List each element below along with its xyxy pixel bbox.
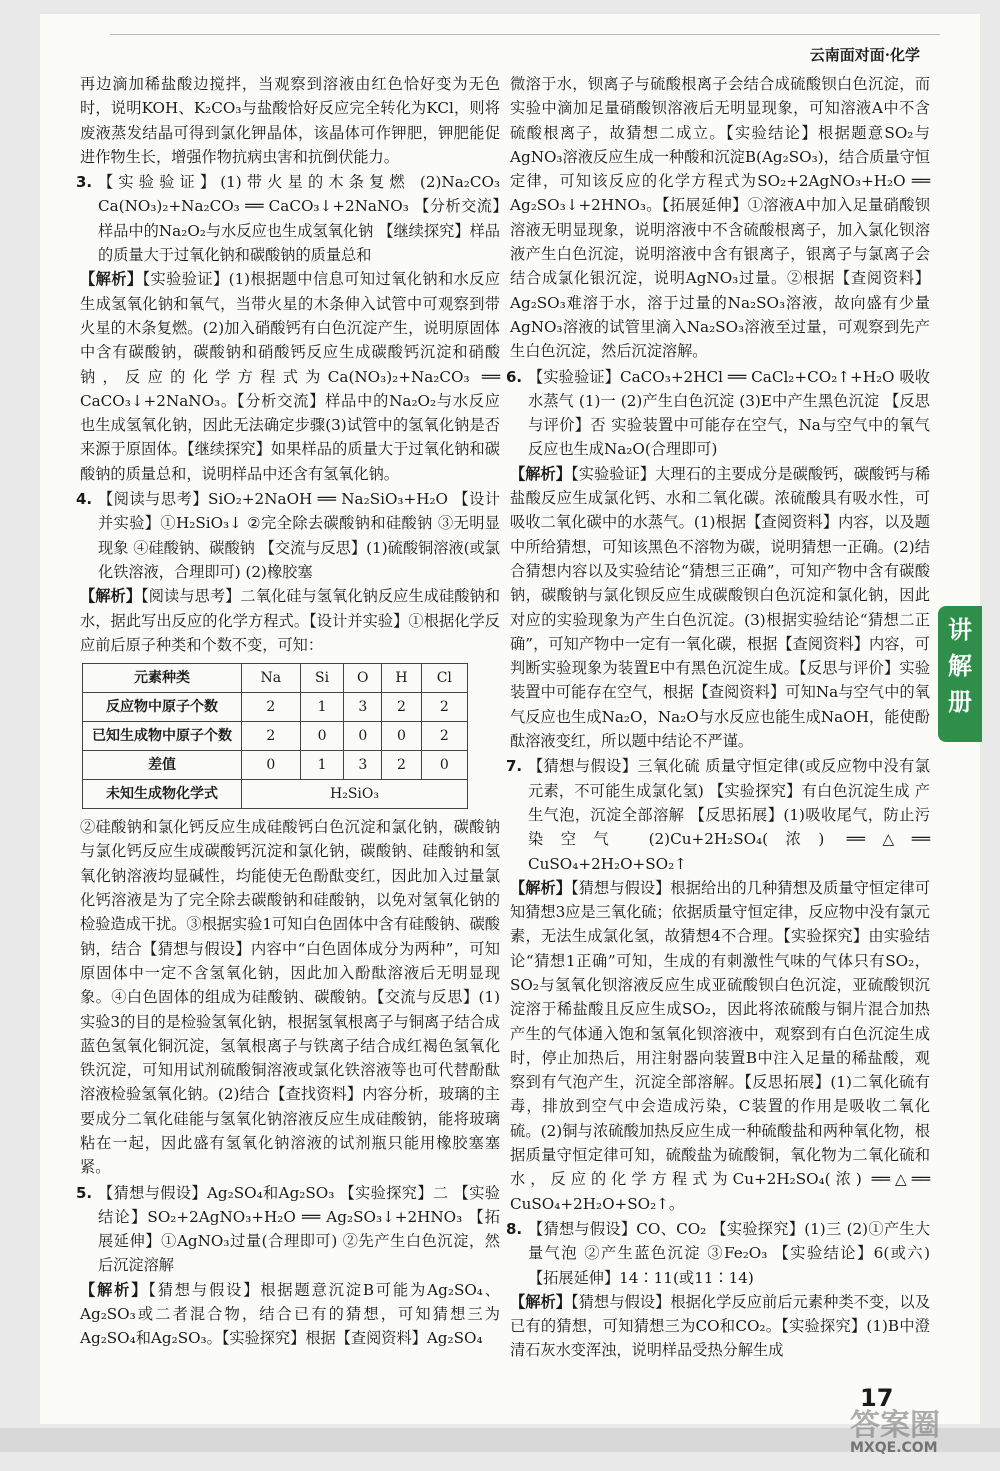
analysis-text: ②硅酸钠和氯化钙反应生成硅酸钙白色沉淀和氯化钠，碳酸钠与氯化钙反应生成碳酸钙沉淀和氯化钠，碳酸钠、硅酸钠和氢氧化钠溶液均显碱性，均能使无色酚酞变红，因此加入过量氯化钙溶液是为了完全除去碳酸钠和硅酸钠，以免对氢氧化钠的检验造成干扰。③根据实验1可知白色固体中含有硅酸钠、碳酸钠，结合【猜想与假设】内容中“白色固体成分为两种”，可知原固体中一定不含氢氧化钠，因此加入酚酞溶液后无明显现象。④白色固体的组成为硅酸钠、碳酸钠。【交流与反思】(1)实验3的目的是检验氢氧化钠，根据氢氧根离子与铜离子结合成蓝色氢氧化铜沉淀，氢氧根离子与铁离子结合成红褐色氢氧化铁沉淀，可知用试剂硫酸铜溶液或氯化铁溶液等也可代替酚酞溶液检验氢氧化钠。(2)结合【查找资料】内容分析，玻璃的主要成分二氧化硅能与氢氧化钠溶液反应生成硅酸钠，能将玻璃粘在一起，因此盛有氢氧化钠溶液的试剂瓶只能用橡胶塞塞紧。 bbox=[80, 818, 500, 1177]
question-8 bbox=[506, 1217, 930, 1290]
table-cell: 0 bbox=[344, 722, 382, 751]
table-cell: 未知生成物化学式 bbox=[83, 780, 242, 809]
table-cell: 1 bbox=[300, 693, 344, 722]
analysis-text: 【猜想与假设】根据给出的几种猜想及质量守恒定律可知猜想3应是三氧化硫；依据质量守恒定律，反应物中没有氯元素，无法生成氯化氢，故猜想4不合理。【实验探究】由实验结论“猜想1正确”可知，生成的有刺激性气味的气体只有SO₂，SO₂与氢氧化钡溶液反应生成亚硫酸钡白色沉淀，亚硫酸钡沉淀溶于稀盐酸且反应生成SO₂，因此将浓硫酸与铜片混合加热产生的气体通入饱和氢氧化钡溶液中，观察到有白色沉淀生成时，停止加热后，用注射器向装置B中注入足量的稀盐酸，观察到有气泡产生，沉淀全部溶解。【反思拓展】(1)二氧化硫有毒，排放到空气中会造成污染，C装置的作用是吸收二氧化硫。(2)铜与浓硫酸加热反应生成一种硫酸盐和两种氧化物，根据质量守恒定律可知，硫酸盐为硫酸铜，氧化物为二氧化硫和水，反应的化学方程式为Cu+2H₂SO₄(浓) ══△══ CuSO₄+2H₂O+SO₂↑。 bbox=[510, 878, 931, 1213]
page-number: 17 bbox=[860, 1384, 894, 1412]
question-number: 6. bbox=[506, 367, 523, 386]
question-4 bbox=[76, 487, 500, 584]
answer-text: 【猜想与假设】三氧化硫 质量守恒定律(或反应物中没有氯元素，不可能生成氯化氢) 【实验探究】有白色沉淀生成 产生气泡，沉淀全部溶解 【反思拓展】(1)吸收尾气，防止污染空气 (2)Cu+2H₂SO₄(浓) ══△══ CuSO₄+2H₂O+SO₂↑ bbox=[528, 757, 930, 873]
table-cell: 2 bbox=[421, 693, 467, 722]
section-tab bbox=[938, 606, 982, 742]
question-6 bbox=[506, 365, 930, 462]
table-header-cell: Na bbox=[242, 664, 301, 693]
table-cell: H₂SiO₃ bbox=[242, 780, 468, 809]
question-number: 3. bbox=[76, 173, 93, 192]
analysis-label: 【解析】 bbox=[80, 1280, 149, 1299]
table-header-cell: H bbox=[382, 664, 421, 693]
answer-text: 【猜想与假设】Ag₂SO₄和Ag₂SO₃ 【实验探究】二 【实验结论】SO₂+2AgNO₃+H₂O ══ Ag₂SO₃↓+2HNO₃ 【拓展延伸】①AgNO₃过量(合理即可) ②先产生白色沉淀，然后沉淀溶解 bbox=[98, 1183, 500, 1275]
table-cell: 差值 bbox=[83, 751, 242, 780]
question-7 bbox=[506, 754, 930, 875]
table-header-cell: Cl bbox=[421, 664, 467, 693]
table-cell: 2 bbox=[242, 693, 301, 722]
analysis-label: 【解析】 bbox=[80, 270, 143, 289]
analysis-text: 【猜想与假设】根据化学反应前后元素种类不变，以及已有的猜想，可知猜想三为CO和CO₂。【实验探究】(1)B中澄清石灰水变浑浊，说明样品受热分解生成 bbox=[510, 1292, 931, 1360]
table-cell: 2 bbox=[242, 722, 301, 751]
analysis-text: 【实验验证】(1)根据题中信息可知过氧化钠和水反应生成氢氧化钠和氧气，当带火星的木条伸入试管中可观察到带火星的木条复燃。(2)加入硝酸钙有白色沉淀产生，说明原固体中含有碳酸钠，碳酸钠和硝酸钙反应生成碳酸钙沉淀和硝酸钠，反应的化学方程式为Ca(NO₃)₂+Na₂CO₃ ══ CaCO₃↓+2NaNO₃。【分析交流】样品中的Na₂O₂与水反应也生成氢氧化钠，因此无法确定步骤(3)试管中的氢氧化钠是否来源于原固体。【继续探究】如果样品的质量大于过氧化钠和碳酸钠的质量总和，说明样品中还含有氢氧化钠。 bbox=[80, 270, 501, 483]
table-cell: 反应物中原子个数 bbox=[83, 693, 242, 722]
question-3 bbox=[76, 170, 500, 267]
question-5 bbox=[76, 1181, 500, 1278]
table-header-cell: 元素种类 bbox=[83, 664, 242, 693]
analysis-label: 【解析】 bbox=[510, 464, 572, 483]
page-header: 云南面对面·化学 bbox=[809, 46, 920, 64]
answer-text: 【实验验证】(1)带火星的木条复燃 (2)Na₂CO₃ Ca(NO₃)₂+Na₂CO₃ ══ CaCO₃↓+2NaNO₃ 【分析交流】样品中的Na₂O₂与水反应也生成氢氧化钠 【继续探究】样品的质量大于过氧化钠和碳酸钠的质量总和 bbox=[98, 173, 500, 265]
table-header-row bbox=[83, 664, 468, 693]
table-row bbox=[83, 722, 468, 751]
analysis-label: 【解析】 bbox=[510, 878, 572, 897]
left-column bbox=[76, 72, 501, 1351]
analysis-paragraph bbox=[510, 876, 930, 1216]
answer-text: 【猜想与假设】CO、CO₂ 【实验探究】(1)三 (2)①产生大量气泡 ②产生蓝色沉淀 ③Fe₂O₃ 【实验结论】6(或六) 【拓展延伸】14∶11(或11∶14) bbox=[528, 1219, 930, 1287]
question-number: 5. bbox=[76, 1183, 93, 1202]
table-row bbox=[83, 780, 468, 809]
table-row bbox=[83, 693, 468, 722]
table-cell: 3 bbox=[344, 693, 382, 722]
table-cell: 已知生成物中原子个数 bbox=[83, 722, 242, 751]
continued-paragraph: 微溶于水，钡离子与硫酸根离子会结合成硫酸钡白色沉淀，而实验中滴加足量硝酸钡溶液后无明显现象，可知溶液A中不含硫酸根离子，故猜想二成立。【实验结论】根据题意SO₂与AgNO₃溶液反应生成一种酸和沉淀B(Ag₂SO₃)，结合质量守恒定律，可知该反应的化学方程式为SO₂+2AgNO₃+H₂O ══ Ag₂SO₃↓+2HNO₃。【拓展延伸】①溶液A中加入足量硝酸钡溶液无明显现象，说明溶液中不含硫酸根离子，加入氯化钡溶液产生白色沉淀，说明溶液中含有银离子，银离子与氯离子会结合成氯化银沉淀，说明AgNO₃过量。②根据【查阅资料】Ag₂SO₃难溶于水，溶于过量的Na₂SO₃溶液，故向盛有少量AgNO₃溶液的试管里滴入Na₂SO₃溶液至过量，可观察到先产生白色沉淀，然后沉淀溶解。 bbox=[510, 75, 930, 361]
analysis-paragraph bbox=[510, 462, 930, 754]
table-cell: 2 bbox=[382, 751, 421, 780]
intro-paragraph: 再边滴加稀盐酸边搅拌，当观察到溶液由红色恰好变为无色时，说明KOH、K₂CO₃与盐酸恰好反应完全转化为KCl，则将废液蒸发结晶可得到氯化钾晶体，该晶体可作钾肥，钾肥能促进作物生长，增强作物抗病虫害和抗倒伏能力。 bbox=[80, 75, 500, 166]
analysis-paragraph bbox=[80, 267, 500, 486]
question-number: 4. bbox=[76, 490, 93, 509]
atom-count-table bbox=[82, 663, 468, 809]
watermark-url: MXQE.COM bbox=[850, 1440, 938, 1456]
table-header-cell: O bbox=[344, 664, 382, 693]
question-number: 8. bbox=[506, 1219, 523, 1238]
table-cell: 0 bbox=[382, 722, 421, 751]
table-cell: 2 bbox=[421, 722, 467, 751]
table-cell: 1 bbox=[300, 751, 344, 780]
analysis-label: 【解析】 bbox=[80, 587, 142, 606]
header-rule bbox=[110, 34, 940, 35]
answer-text: 【实验验证】CaCO₃+2HCl ══ CaCl₂+CO₂↑+H₂O 吸收水蒸气 (1)一 (2)产生白色沉淀 (3)E中产生黑色沉淀 【反思与评价】否 实验装置中可能存在空气，Na与空气中的氧气反应也生成Na₂O(合理即可) bbox=[528, 367, 930, 459]
table-cell: 0 bbox=[242, 751, 301, 780]
question-number: 7. bbox=[506, 757, 523, 776]
table-cell: 0 bbox=[421, 751, 467, 780]
analysis-label: 【解析】 bbox=[510, 1292, 572, 1311]
analysis-paragraph bbox=[510, 1290, 930, 1363]
analysis-text: 【实验验证】大理石的主要成分是碳酸钙，碳酸钙与稀盐酸反应生成氯化钙、水和二氧化碳。浓硫酸具有吸水性，可吸收二氧化碳中的水蒸气。(1)根据【查阅资料】内容，以及题中所给猜想，可知该黑色不溶物为碳，说明猜想一正确。(2)结合猜想内容以及实验结论“猜想三正确”，可知产物中含有碳酸钠，碳酸钠与氯化钡反应生成碳酸钡白色沉淀和氯化钠，因此对应的实验现象为产生白色沉淀。(3)根据实验结论“猜想二正确”，可知产物中一定有一氧化碳，根据【查阅资料】内容，可判断实验现象为装置E中有黑色沉淀生成。【反思与评价】实验装置中可能存在空气，根据【查阅资料】可知Na与空气中的氧气反应也生成Na₂O，Na₂O与水反应也能生成NaOH，能使酚酞溶液变红，所以题中结论不严谨。 bbox=[510, 464, 931, 751]
table-header-cell: Si bbox=[300, 664, 344, 693]
table-cell: 2 bbox=[382, 693, 421, 722]
analysis-paragraph bbox=[80, 1278, 500, 1351]
analysis-text: 【猜想与假设】根据题意沉淀B可能为Ag₂SO₄、Ag₂SO₃或二者混合物，结合已有的猜想，可知猜想三为Ag₂SO₄和Ag₂SO₃。【实验探究】根据【查阅资料】Ag₂SO₄ bbox=[80, 1280, 500, 1348]
analysis-paragraph bbox=[80, 584, 500, 657]
right-column bbox=[506, 72, 931, 1363]
table-cell: 0 bbox=[300, 722, 344, 751]
answer-text: 【阅读与思考】SiO₂+2NaOH ══ Na₂SiO₃+H₂O 【设计并实验】①H₂SiO₃↓ ②完全除去碳酸钠和硅酸钠 ③无明显现象 ④硅酸钠、碳酸钠 【交流与反思】(1)硫酸铜溶液(或氯化铁溶液，合理即可) (2)橡胶塞 bbox=[98, 490, 500, 581]
watermark-logo: 答案圈 bbox=[850, 1408, 940, 1443]
section-tab-label: 讲解册 bbox=[948, 616, 972, 716]
table-cell: 3 bbox=[344, 751, 382, 780]
analysis-text: 【阅读与思考】二氧化硅与氢氧化钠反应生成硅酸钠和水，据此写出反应的化学方程式。【设计并实验】①根据化学反应前后原子种类和个数不变，可知： bbox=[80, 587, 501, 654]
table-row bbox=[83, 751, 468, 780]
